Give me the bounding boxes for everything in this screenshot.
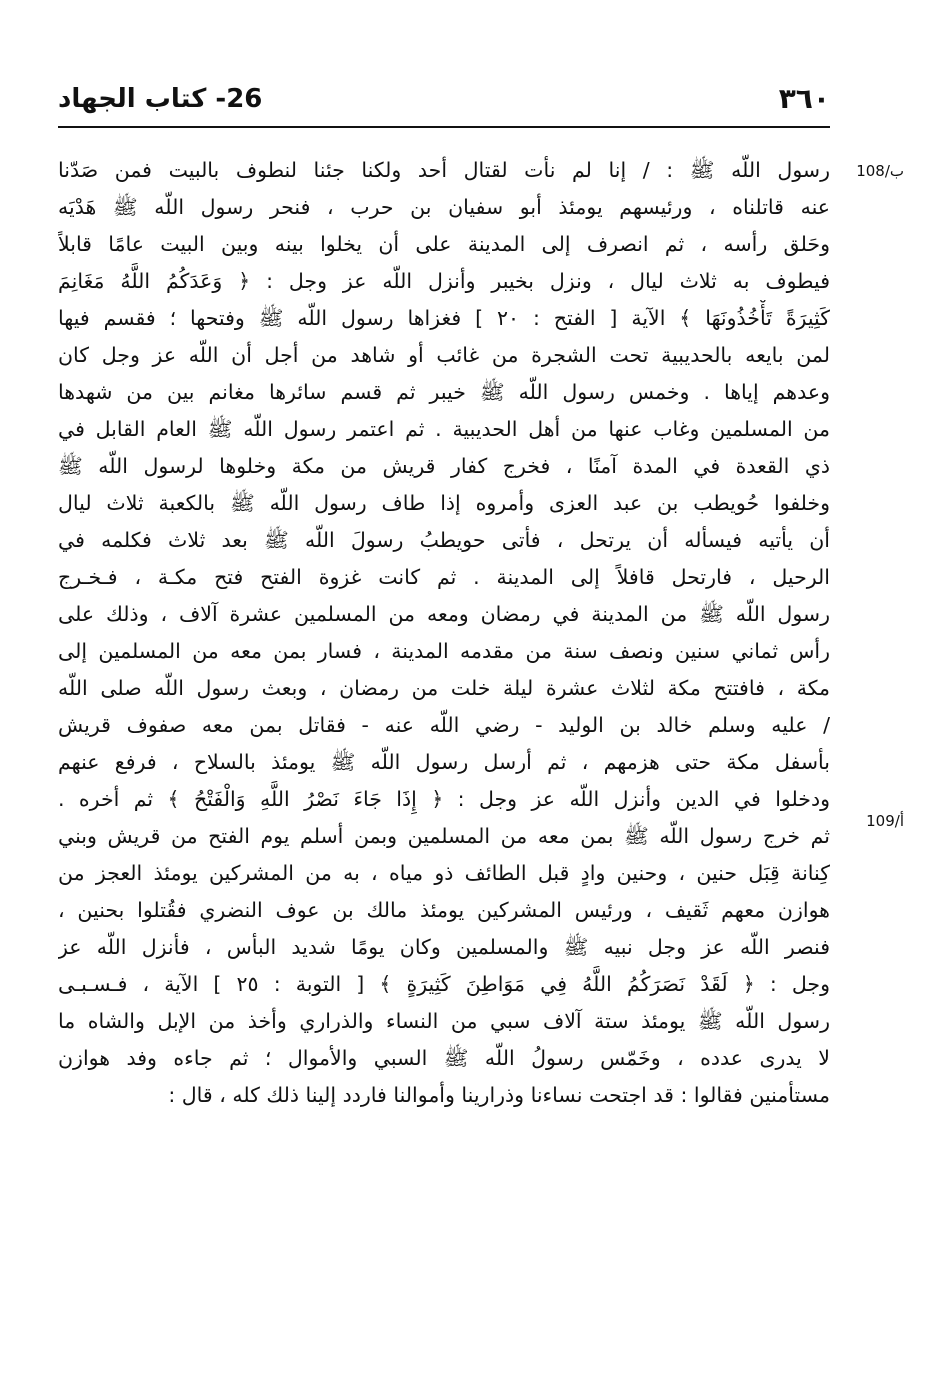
page-number: ٣٦٠ xyxy=(778,82,830,115)
text-line: مستأمنين فقالوا : قد اجتحت نساءنا وذرارينا وأموالنا فاردد إلينا ذلك كله ، قال : xyxy=(168,1083,830,1107)
text-line: رسول اللّه ﷺ يومئذ ستة آلاف سبي من النساء والذراري وأخذ من الإبل والشاه ما xyxy=(58,1009,830,1033)
text-line: من المسلمين وغاب عنها من أهل الحديبية . ثم اعتمر رسول اللّه ﷺ العام القابل في xyxy=(58,417,830,441)
text-line: مكة ، فافتتح مكة لثلاث عشرة ليلة خلت من رمضان ، وبعث رسول اللّه صلى اللّه xyxy=(58,676,830,700)
chapter-title: 26- كتاب الجهاد xyxy=(58,84,263,114)
text-line: رأس ثماني سنين ونصف سنة من مقدمه المدينة ، فسار بمن معه من المسلمين إلى xyxy=(58,639,830,663)
text-line: لمن بايعه بالحديبية تحت الشجرة من غائب أو شاهد من أجل أن اللّه عز وجل كان xyxy=(58,343,830,367)
text-line: وجل : ﴿ لَقَدْ نَصَرَكُمُ اللَّهُ فِي مَوَاطِنَ كَثِيرَةٍ ﴾ [ التوبة : ٢٥ ] الآية ، فـسـبـى xyxy=(58,972,830,996)
text-line: وحَلق رأسه ، ثم انصرف إلى المدينة على أن يخلوا بينه وبين البيت عامًا قابلاً xyxy=(58,232,830,256)
text-line: فيطوف به ثلاث ليال ، ونزل بخيبر وأنزل اللّه عز وجل : ﴿ وَعَدَكُمُ اللَّهُ مَغَانِمَ xyxy=(58,269,830,293)
text-line: رسول اللّه ﷺ من المدينة في رمضان ومعه من المسلمين عشرة آلاف ، وذلك على xyxy=(58,602,830,626)
running-header xyxy=(58,70,830,128)
text-line: عنه قاتلناه ، ورئيسهم يومئذ أبو سفيان بن حرب ، فنحر رسول اللّه ﷺ هَدْيَه xyxy=(58,195,830,219)
text-line: فنصر اللّه عز وجل نبيه ﷺ والمسلمين وكان يومًا شديد البأس ، فأنزل اللّه عز xyxy=(58,935,830,959)
text-line: وخلفوا حُويطب بن عبد العزى وأمروه إذا طاف رسول اللّه ﷺ بالكعبة ثلاث ليال xyxy=(58,491,830,515)
text-line: ودخلوا في الدين وأنزل اللّه عز وجل : ﴿ إِذَا جَاءَ نَصْرُ اللَّهِ وَالْفَتْحُ ﴾ ثم أخره . xyxy=(58,787,830,811)
text-line: الرحيل ، فارتحل قافلاً إلى المدينة . ثم كانت غزوة الفتح فتح مكـة ، فـخـرج xyxy=(58,565,830,589)
text-line: رسول اللّه ﷺ : / إنا لم نأت لقتال أحد ولكنا جئنا لنطوف بالبيت فمن صَدّنا xyxy=(58,158,830,182)
text-line: ذي القعدة في المدة آمنًا ، فخرج كفار قريش من مكة وخلوها لرسول اللّه ﷺ xyxy=(58,454,830,478)
text-line: كِنانة قِبَل حنين ، وحنين وادٍ قبل الطائف ذو مياه ، به من المشركين يومئذ العجز من xyxy=(58,861,830,885)
text-line: بأسفل مكة حتى هزمهم ، ثم أرسل رسول اللّه ﷺ يومئذ بالسلاح ، فرفع عنهم xyxy=(58,750,830,774)
text-line: هوازن معهم ثَقيف ، ورئيس المشركين يومئذ مالك بن عوف النضري فقُتلوا بحنين ، xyxy=(58,898,830,922)
text-line: / عليه وسلم خالد بن الوليد - رضي اللّه عنه - فقاتل بمن معه صفوف قريش xyxy=(58,713,830,737)
main-text xyxy=(58,152,830,1114)
text-line: أن يأتيه فيسأله أن يرتحل ، فأتى حويطبُ رسولَ اللّه ﷺ بعد ثلاث فكلمه في xyxy=(58,528,830,552)
text-line: كَثِيرَةً تَأْخُذُونَهَا ﴾ الآية [ الفتح : ٢٠ ] فغزاها رسول اللّه ﷺ وفتحها ؛ فقسم فيها xyxy=(58,306,830,330)
text-line: لا يدرى عدده ، وخَمّس رسولُ اللّه ﷺ السبي والأموال ؛ ثم جاءه وفد هوازن xyxy=(58,1046,830,1070)
margin-folio-note-108b: 108/ب xyxy=(856,162,904,180)
margin-folio-note-109a: 109/أ xyxy=(866,812,904,830)
text-line: وعدهم إياها . وخمس رسول اللّه ﷺ خيبر ثم قسم سائرها مغانم بين من شهدها xyxy=(58,380,830,404)
text-line: ثم خرج رسول اللّه ﷺ بمن معه من المسلمين وبمن أسلم يوم الفتح من قريش وبني xyxy=(58,824,830,848)
